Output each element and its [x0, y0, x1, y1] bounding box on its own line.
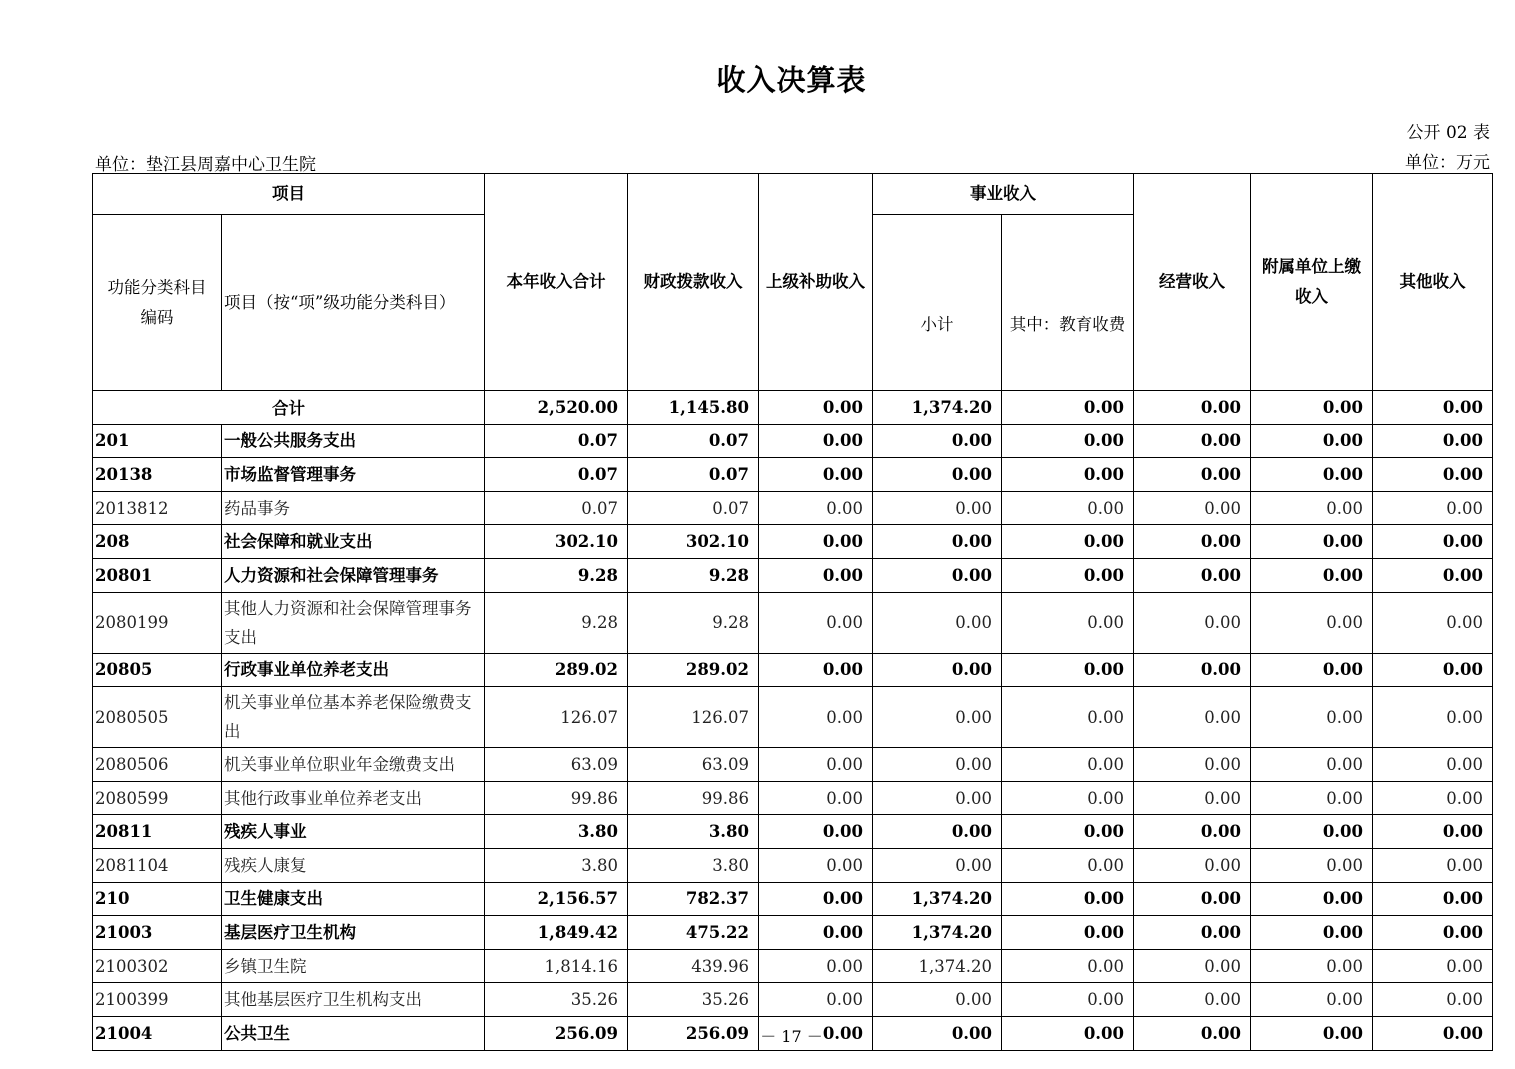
row-value: 0.00	[1002, 491, 1134, 525]
row-value: 0.00	[1134, 592, 1251, 653]
row-code: 208	[93, 525, 222, 559]
row-name: 基层医疗卫生机构	[222, 916, 485, 950]
row-value: 289.02	[485, 653, 628, 687]
row-value: 0.00	[1134, 558, 1251, 592]
row-value: 1,849.42	[485, 916, 628, 950]
row-value: 3.80	[485, 848, 628, 882]
row-value: 0.07	[485, 458, 628, 492]
row-value: 0.00	[759, 748, 873, 782]
row-value: 0.00	[759, 491, 873, 525]
row-value: 0.00	[1251, 949, 1373, 983]
table-row	[93, 592, 1493, 653]
row-value: 0.00	[873, 687, 1002, 748]
total-value: 1,374.20	[873, 391, 1002, 425]
row-code: 2081104	[93, 848, 222, 882]
row-value: 0.00	[759, 525, 873, 559]
row-value: 0.00	[1134, 525, 1251, 559]
row-code: 210	[93, 882, 222, 916]
total-value: 2,520.00	[485, 391, 628, 425]
row-value: 0.00	[1373, 687, 1493, 748]
row-value: 9.28	[485, 558, 628, 592]
row-value: 0.00	[759, 781, 873, 815]
header-business: 事业收入	[873, 174, 1134, 215]
table-row	[93, 687, 1493, 748]
header-affiliated: 附属单位上缴收入	[1251, 174, 1373, 391]
row-name: 残疾人康复	[222, 848, 485, 882]
row-code: 20811	[93, 815, 222, 849]
row-value: 0.00	[1002, 525, 1134, 559]
row-value: 0.00	[1251, 491, 1373, 525]
row-value: 3.80	[485, 815, 628, 849]
header-fiscal: 财政拨款收入	[628, 174, 759, 391]
row-value: 0.00	[1251, 916, 1373, 950]
row-value: 0.00	[1134, 687, 1251, 748]
row-value: 35.26	[628, 983, 759, 1017]
row-name: 行政事业单位养老支出	[222, 653, 485, 687]
row-value: 0.00	[873, 748, 1002, 782]
currency-unit: 单位：万元	[1405, 153, 1490, 173]
row-value: 0.00	[1002, 687, 1134, 748]
row-value: 0.00	[759, 882, 873, 916]
row-value: 1,374.20	[873, 916, 1002, 950]
row-value: 0.00	[1002, 458, 1134, 492]
header-operating: 经营收入	[1134, 174, 1251, 391]
row-code: 2100302	[93, 949, 222, 983]
row-value: 0.00	[1002, 949, 1134, 983]
row-value: 0.07	[628, 491, 759, 525]
row-value: 0.00	[1002, 815, 1134, 849]
table-row	[93, 458, 1493, 492]
row-value: 0.00	[873, 983, 1002, 1017]
row-value: 0.00	[1251, 687, 1373, 748]
row-value: 0.00	[1134, 916, 1251, 950]
row-value: 0.00	[1002, 781, 1134, 815]
row-value: 0.00	[1373, 983, 1493, 1017]
row-value: 126.07	[628, 687, 759, 748]
row-value: 0.00	[1373, 653, 1493, 687]
page-number: － 17 －	[760, 1027, 823, 1046]
income-statement-table	[92, 173, 1493, 1051]
row-value: 0.00	[759, 983, 873, 1017]
row-value: 0.00	[873, 1016, 1002, 1050]
total-value: 0.00	[1373, 391, 1493, 425]
row-name: 乡镇卫生院	[222, 949, 485, 983]
row-value: 2,156.57	[485, 882, 628, 916]
row-value: 0.00	[759, 1016, 873, 1050]
row-value: 0.00	[1251, 983, 1373, 1017]
header-code: 功能分类科目编码	[93, 215, 222, 391]
row-value: 0.00	[1251, 458, 1373, 492]
table-row	[93, 491, 1493, 525]
row-value: 0.00	[873, 491, 1002, 525]
row-value: 302.10	[628, 525, 759, 559]
row-value: 0.00	[1002, 558, 1134, 592]
row-name: 卫生健康支出	[222, 882, 485, 916]
row-code: 20801	[93, 558, 222, 592]
header-subtotal: 小计	[873, 215, 1002, 391]
table-row	[93, 882, 1493, 916]
row-value: 99.86	[485, 781, 628, 815]
row-value: 0.00	[1134, 491, 1251, 525]
header-total: 本年收入合计	[485, 174, 628, 391]
row-value: 0.00	[1373, 848, 1493, 882]
total-value: 0.00	[759, 391, 873, 425]
row-name: 其他基层医疗卫生机构支出	[222, 983, 485, 1017]
row-value: 63.09	[628, 748, 759, 782]
row-value: 0.00	[1134, 848, 1251, 882]
unit-name: 单位：垫江县周嘉中心卫生院	[95, 155, 316, 175]
row-code: 2013812	[93, 491, 222, 525]
row-value: 0.00	[1251, 1016, 1373, 1050]
row-value: 0.00	[1373, 558, 1493, 592]
row-value: 0.00	[1373, 781, 1493, 815]
row-value: 0.00	[1373, 592, 1493, 653]
row-value: 0.00	[1373, 882, 1493, 916]
table-row	[93, 916, 1493, 950]
total-value: 0.00	[1134, 391, 1251, 425]
row-name: 公共卫生	[222, 1016, 485, 1050]
row-value: 0.07	[485, 491, 628, 525]
row-value: 0.00	[1002, 748, 1134, 782]
table-row	[93, 781, 1493, 815]
row-value: 0.07	[485, 424, 628, 458]
row-value: 0.00	[1251, 848, 1373, 882]
row-value: 0.00	[1251, 815, 1373, 849]
form-number: 公开 02 表	[1406, 123, 1490, 143]
row-value: 0.00	[1134, 458, 1251, 492]
row-value: 0.00	[1251, 781, 1373, 815]
row-value: 0.00	[1002, 653, 1134, 687]
row-value: 0.00	[759, 558, 873, 592]
row-value: 0.00	[759, 687, 873, 748]
row-value: 0.00	[759, 424, 873, 458]
row-value: 0.00	[1373, 424, 1493, 458]
table-row	[93, 815, 1493, 849]
row-value: 289.02	[628, 653, 759, 687]
row-value: 439.96	[628, 949, 759, 983]
row-value: 0.00	[1373, 525, 1493, 559]
row-name: 社会保障和就业支出	[222, 525, 485, 559]
row-value: 0.00	[1134, 949, 1251, 983]
table-row	[93, 983, 1493, 1017]
row-value: 0.00	[1002, 1016, 1134, 1050]
header-project: 项目	[93, 174, 485, 215]
row-value: 0.00	[1002, 916, 1134, 950]
row-code: 20805	[93, 653, 222, 687]
row-code: 21004	[93, 1016, 222, 1050]
row-code: 2080199	[93, 592, 222, 653]
row-value: 0.00	[759, 916, 873, 950]
row-value: 9.28	[485, 592, 628, 653]
row-value: 302.10	[485, 525, 628, 559]
row-code: 201	[93, 424, 222, 458]
row-value: 0.00	[1134, 424, 1251, 458]
row-value: 0.00	[1134, 815, 1251, 849]
row-value: 3.80	[628, 848, 759, 882]
total-value: 1,145.80	[628, 391, 759, 425]
row-name: 一般公共服务支出	[222, 424, 485, 458]
row-name: 残疾人事业	[222, 815, 485, 849]
row-value: 63.09	[485, 748, 628, 782]
row-value: 99.86	[628, 781, 759, 815]
row-value: 1,374.20	[873, 882, 1002, 916]
row-code: 2100399	[93, 983, 222, 1017]
row-value: 1,814.16	[485, 949, 628, 983]
row-value: 0.00	[1251, 882, 1373, 916]
header-name: 项目（按“项”级功能分类科目）	[222, 215, 485, 391]
row-value: 0.00	[759, 815, 873, 849]
row-value: 0.00	[1002, 592, 1134, 653]
row-value: 0.00	[1373, 815, 1493, 849]
row-code: 20138	[93, 458, 222, 492]
row-value: 256.09	[628, 1016, 759, 1050]
row-value: 0.00	[873, 558, 1002, 592]
total-value: 0.00	[1251, 391, 1373, 425]
row-value: 9.28	[628, 558, 759, 592]
row-value: 0.00	[873, 815, 1002, 849]
table-row	[93, 748, 1493, 782]
row-name: 机关事业单位职业年金缴费支出	[222, 748, 485, 782]
row-value: 35.26	[485, 983, 628, 1017]
row-value: 9.28	[628, 592, 759, 653]
row-value: 0.00	[1002, 848, 1134, 882]
row-value: 782.37	[628, 882, 759, 916]
row-value: 0.00	[1373, 949, 1493, 983]
row-value: 0.00	[759, 848, 873, 882]
row-value: 0.00	[759, 653, 873, 687]
row-value: 0.00	[1251, 558, 1373, 592]
row-value: 0.00	[1002, 983, 1134, 1017]
total-value: 0.00	[1002, 391, 1134, 425]
row-name: 其他行政事业单位养老支出	[222, 781, 485, 815]
row-value: 0.00	[1134, 882, 1251, 916]
row-value: 0.00	[1373, 458, 1493, 492]
row-value: 0.00	[1002, 882, 1134, 916]
table-row	[93, 653, 1493, 687]
row-value: 0.00	[1251, 592, 1373, 653]
row-value: 0.00	[873, 781, 1002, 815]
row-name: 机关事业单位基本养老保险缴费支出	[222, 687, 485, 748]
row-value: 0.00	[873, 458, 1002, 492]
row-value: 475.22	[628, 916, 759, 950]
row-name: 人力资源和社会保障管理事务	[222, 558, 485, 592]
row-value: 0.00	[1373, 748, 1493, 782]
header-edu: 其中：教育收费	[1002, 215, 1134, 391]
row-value: 0.00	[873, 653, 1002, 687]
row-name: 市场监督管理事务	[222, 458, 485, 492]
table-row	[93, 949, 1493, 983]
row-value: 0.00	[1251, 748, 1373, 782]
row-value: 0.00	[759, 592, 873, 653]
table-row	[93, 424, 1493, 458]
row-code: 2080506	[93, 748, 222, 782]
row-value: 0.00	[759, 458, 873, 492]
row-value: 0.00	[873, 848, 1002, 882]
row-value: 0.00	[1373, 916, 1493, 950]
row-value: 0.07	[628, 458, 759, 492]
row-value: 0.00	[1251, 525, 1373, 559]
row-value: 0.00	[1373, 1016, 1493, 1050]
row-value: 0.00	[873, 525, 1002, 559]
row-value: 0.00	[873, 424, 1002, 458]
row-value: 0.00	[1373, 491, 1493, 525]
row-value: 1,374.20	[873, 949, 1002, 983]
total-label: 合计	[93, 391, 485, 425]
row-value: 0.00	[1134, 653, 1251, 687]
header-subsidy: 上级补助收入	[759, 174, 873, 391]
table-row	[93, 525, 1493, 559]
row-code: 2080505	[93, 687, 222, 748]
row-value: 0.07	[628, 424, 759, 458]
row-code: 21003	[93, 916, 222, 950]
row-value: 0.00	[1134, 983, 1251, 1017]
table-row	[93, 558, 1493, 592]
row-value: 0.00	[1134, 1016, 1251, 1050]
row-value: 0.00	[1134, 748, 1251, 782]
row-name: 药品事务	[222, 491, 485, 525]
row-value: 0.00	[1134, 781, 1251, 815]
total-row	[93, 391, 1493, 425]
row-value: 256.09	[485, 1016, 628, 1050]
row-value: 3.80	[628, 815, 759, 849]
row-code: 2080599	[93, 781, 222, 815]
row-value: 0.00	[873, 592, 1002, 653]
row-name: 其他人力资源和社会保障管理事务支出	[222, 592, 485, 653]
table-row	[93, 848, 1493, 882]
header-other: 其他收入	[1373, 174, 1493, 391]
row-value: 0.00	[1251, 653, 1373, 687]
row-value: 0.00	[1251, 424, 1373, 458]
row-value: 126.07	[485, 687, 628, 748]
row-value: 0.00	[759, 949, 873, 983]
page-title: 收入决算表	[716, 63, 867, 97]
row-value: 0.00	[1002, 424, 1134, 458]
